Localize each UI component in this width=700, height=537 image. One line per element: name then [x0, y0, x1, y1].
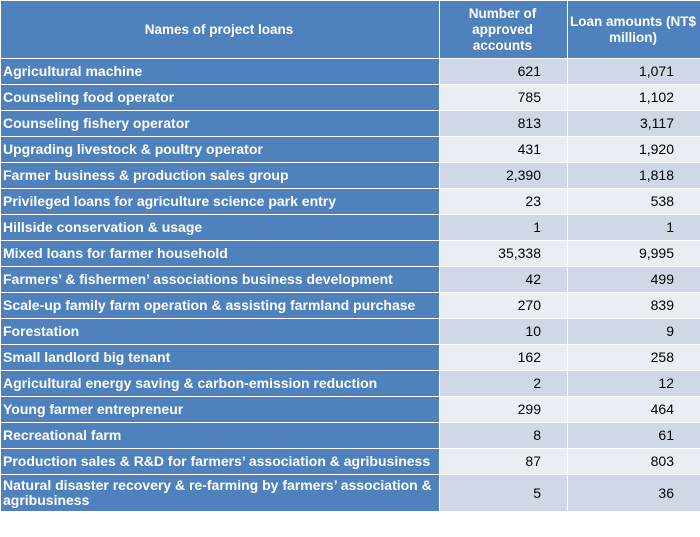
loan-name-cell: Agricultural machine — [1, 59, 440, 85]
table-row — [1, 59, 700, 85]
approved-accounts-cell: 299 — [440, 397, 568, 423]
table-row — [1, 345, 700, 371]
approved-accounts-cell: 2,390 — [440, 163, 568, 189]
approved-accounts-cell: 42 — [440, 267, 568, 293]
loan-amount-cell: 36 — [568, 475, 700, 512]
approved-accounts-cell: 87 — [440, 449, 568, 475]
approved-accounts-cell: 1 — [440, 215, 568, 241]
table-row — [1, 475, 700, 512]
approved-accounts-cell: 621 — [440, 59, 568, 85]
loan-name-cell: Upgrading livestock & poultry operator — [1, 137, 440, 163]
loan-amount-cell: 839 — [568, 293, 700, 319]
loan-name-cell: Farmers’ & fishermen’ associations business development — [1, 267, 440, 293]
table-row — [1, 293, 700, 319]
loan-amount-cell: 1,920 — [568, 137, 700, 163]
header-loan-names: Names of project loans — [1, 1, 440, 59]
loan-amount-cell: 258 — [568, 345, 700, 371]
table-row — [1, 241, 700, 267]
table-row — [1, 397, 700, 423]
header-row — [1, 1, 700, 59]
approved-accounts-cell: 813 — [440, 111, 568, 137]
loan-amount-cell: 9,995 — [568, 241, 700, 267]
table-row — [1, 267, 700, 293]
loan-amount-cell: 9 — [568, 319, 700, 345]
approved-accounts-cell: 785 — [440, 85, 568, 111]
header-approved-accounts: Number of approved accounts — [440, 1, 568, 59]
header-loan-amounts: Loan amounts (NT$ million) — [568, 1, 700, 59]
loan-name-cell: Hillside conservation & usage — [1, 215, 440, 241]
loan-amount-cell: 3,117 — [568, 111, 700, 137]
loan-amount-cell: 1,071 — [568, 59, 700, 85]
table-row — [1, 137, 700, 163]
loan-name-cell: Natural disaster recovery & re-farming by farmers’ association & agribusiness — [1, 475, 440, 512]
table-row — [1, 423, 700, 449]
approved-accounts-cell: 10 — [440, 319, 568, 345]
table-row — [1, 215, 700, 241]
loan-name-cell: Mixed loans for farmer household — [1, 241, 440, 267]
loan-amount-cell: 464 — [568, 397, 700, 423]
loan-name-cell: Agricultural energy saving & carbon-emission reduction — [1, 371, 440, 397]
approved-accounts-cell: 5 — [440, 475, 568, 512]
loan-name-cell: Farmer business & production sales group — [1, 163, 440, 189]
table-row — [1, 371, 700, 397]
loan-amount-cell: 1,818 — [568, 163, 700, 189]
loan-amount-cell: 61 — [568, 423, 700, 449]
loan-name-cell: Young farmer entrepreneur — [1, 397, 440, 423]
table-row — [1, 85, 700, 111]
loan-amount-cell: 1 — [568, 215, 700, 241]
loan-name-cell: Production sales & R&D for farmers’ association & agribusiness — [1, 449, 440, 475]
table-row — [1, 111, 700, 137]
table-row — [1, 319, 700, 345]
loan-amount-cell: 12 — [568, 371, 700, 397]
approved-accounts-cell: 2 — [440, 371, 568, 397]
approved-accounts-cell: 35,338 — [440, 241, 568, 267]
loan-name-cell: Scale-up family farm operation & assisting farmland purchase — [1, 293, 440, 319]
approved-accounts-cell: 23 — [440, 189, 568, 215]
loan-name-cell: Small landlord big tenant — [1, 345, 440, 371]
loan-name-cell: Counseling food operator — [1, 85, 440, 111]
loan-amount-cell: 499 — [568, 267, 700, 293]
loan-name-cell: Recreational farm — [1, 423, 440, 449]
table-row — [1, 189, 700, 215]
approved-accounts-cell: 270 — [440, 293, 568, 319]
loan-amount-cell: 1,102 — [568, 85, 700, 111]
table-row — [1, 449, 700, 475]
loan-name-cell: Counseling fishery operator — [1, 111, 440, 137]
loan-amount-cell: 803 — [568, 449, 700, 475]
approved-accounts-cell: 162 — [440, 345, 568, 371]
approved-accounts-cell: 431 — [440, 137, 568, 163]
loan-name-cell: Forestation — [1, 319, 440, 345]
loan-name-cell: Privileged loans for agriculture science park entry — [1, 189, 440, 215]
approved-accounts-cell: 8 — [440, 423, 568, 449]
loan-amount-cell: 538 — [568, 189, 700, 215]
table-row — [1, 163, 700, 189]
